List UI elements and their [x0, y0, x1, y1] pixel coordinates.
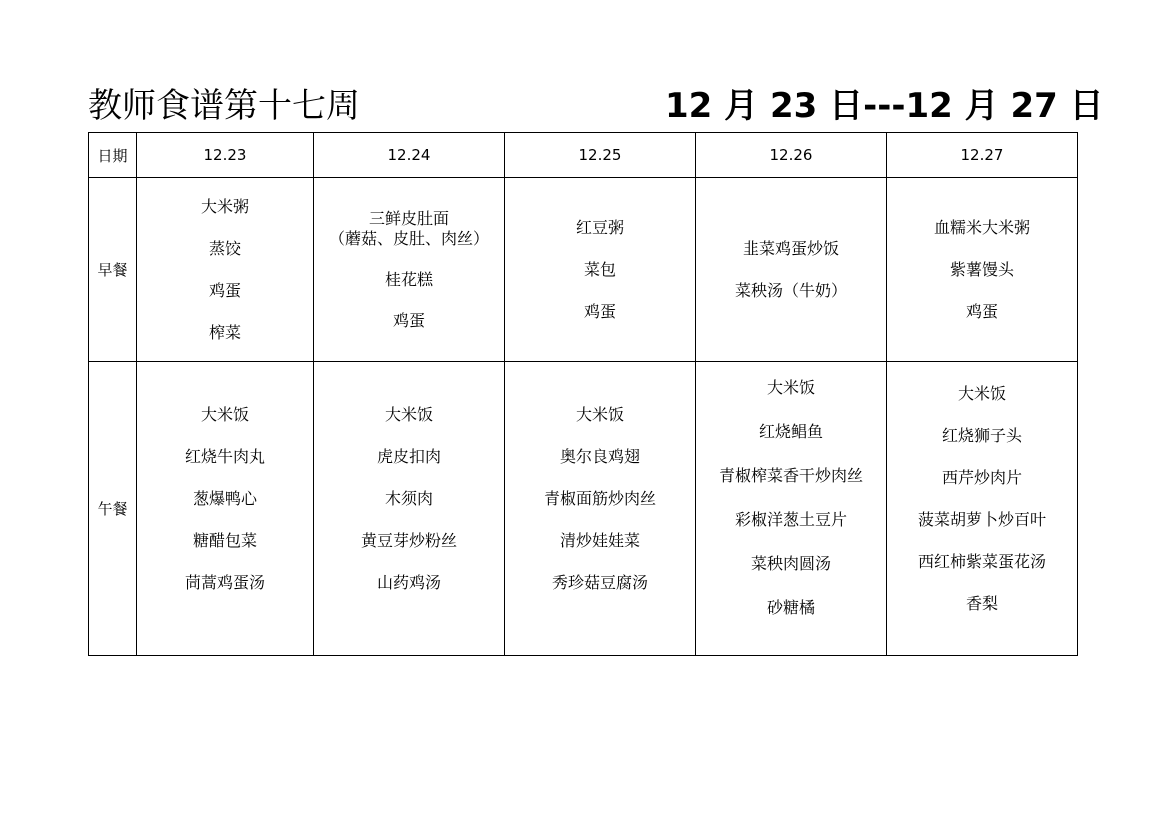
menu-item: 大米饭 [766, 378, 815, 397]
menu-item: 三鲜皮肚面 [368, 208, 449, 228]
breakfast-cell [696, 178, 887, 362]
menu-item: 蒸饺 [208, 238, 241, 258]
lunch-cell [887, 362, 1078, 656]
menu-item: 紫薯馒头 [949, 259, 1014, 279]
menu-item: 菜包 [583, 259, 616, 279]
lunch-cell [505, 362, 696, 656]
menu-item: 大米粥 [200, 196, 249, 216]
lunch-cell [696, 362, 887, 656]
menu-item: 鸡蛋 [392, 310, 425, 330]
menu-item: 黄豆芽炒粉丝 [360, 531, 457, 550]
breakfast-cell [887, 178, 1078, 362]
date-header: 12.25 [505, 133, 696, 178]
date-header: 12.24 [314, 133, 505, 178]
menu-item: 菠菜胡萝卜炒百叶 [917, 510, 1046, 529]
breakfast-cell [314, 178, 505, 362]
date-header: 12.26 [696, 133, 887, 178]
menu-item: 秀珍菇豆腐汤 [551, 573, 648, 592]
menu-item: 红烧狮子头 [941, 426, 1022, 445]
menu-item: 山药鸡汤 [376, 573, 441, 592]
breakfast-cell [505, 178, 696, 362]
menu-item: 砂糖橘 [766, 598, 815, 617]
menu-item: 大米饭 [575, 405, 624, 424]
date-range: 12 月 23 日---12 月 27 日 [665, 86, 1104, 126]
lunch-cell [137, 362, 314, 656]
breakfast-cell [137, 178, 314, 362]
menu-item: 鸡蛋 [965, 301, 998, 321]
breakfast-label: 早餐 [89, 178, 137, 362]
menu-item: 菜秧肉圆汤 [750, 554, 831, 573]
menu-item: 奥尔良鸡翅 [559, 447, 640, 466]
date-header: 12.27 [887, 133, 1078, 178]
menu-item: 木须肉 [384, 489, 433, 508]
menu-table [88, 132, 1078, 656]
breakfast-row [89, 178, 1078, 362]
menu-item: 糖醋包菜 [192, 531, 257, 550]
menu-item: 红豆粥 [575, 217, 624, 237]
date-label: 日期 [89, 133, 137, 178]
menu-item: 葱爆鸭心 [192, 489, 257, 508]
menu-item: 大米饭 [957, 384, 1006, 403]
menu-item-note: （蘑菇、皮肚、肉丝） [328, 228, 489, 248]
menu-item: 西红柿紫菜蛋花汤 [917, 552, 1046, 571]
date-header: 12.23 [137, 133, 314, 178]
menu-item: 青椒榨菜香干炒肉丝 [718, 466, 863, 485]
menu-item: 西芹炒肉片 [941, 468, 1022, 487]
menu-item: 韭菜鸡蛋炒饭 [742, 238, 839, 258]
menu-item: 大米饭 [200, 405, 249, 424]
menu-item: 血糯米大米粥 [933, 217, 1030, 237]
menu-item: 桂花糕 [384, 269, 433, 289]
menu-item: 虎皮扣肉 [376, 447, 441, 466]
menu-item: 茼蒿鸡蛋汤 [184, 573, 265, 592]
menu-item: 大米饭 [384, 405, 433, 424]
lunch-label: 午餐 [89, 362, 137, 656]
menu-item: 彩椒洋葱土豆片 [734, 510, 847, 529]
lunch-cell [314, 362, 505, 656]
menu-item: 鸡蛋 [583, 301, 616, 321]
lunch-row [89, 362, 1078, 656]
menu-item: 红烧牛肉丸 [184, 447, 265, 466]
header-row [89, 133, 1078, 178]
menu-item: 菜秧汤（牛奶） [734, 280, 847, 300]
menu-item: 清炒娃娃菜 [559, 531, 640, 550]
menu-item: 青椒面筋炒肉丝 [543, 489, 656, 508]
menu-item: 香梨 [965, 594, 998, 613]
menu-item: 榨菜 [208, 322, 241, 342]
menu-item: 鸡蛋 [208, 280, 241, 300]
menu-item: 红烧鲳鱼 [758, 422, 823, 441]
page-title: 教师食谱第十七周 [88, 86, 360, 126]
